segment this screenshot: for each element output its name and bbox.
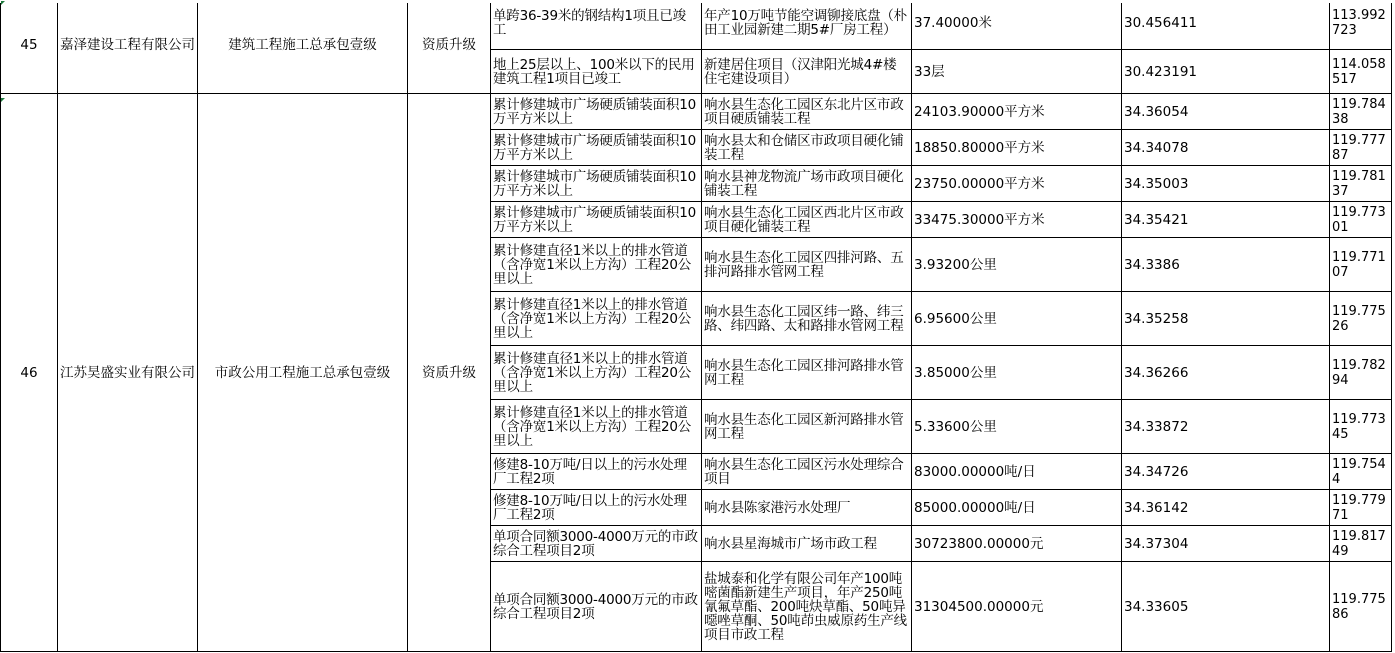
requirement-cell[interactable]: 累计修建城市广场硬质铺装面积10万平方米以上 [491, 202, 702, 238]
latitude-cell[interactable]: 34.33872 [1122, 400, 1330, 454]
longitude-cell[interactable]: 119.77586 [1330, 562, 1392, 652]
scale-cell[interactable]: 31304500.00000元 [912, 562, 1122, 652]
latitude-cell[interactable]: 34.3386 [1122, 238, 1330, 292]
longitude-cell[interactable]: 119.77526 [1330, 292, 1392, 346]
scale-cell[interactable]: 5.33600公里 [912, 400, 1122, 454]
project-cell[interactable]: 盐城泰和化学有限公司年产100吨 嘧菌酯新建生产项目，年产250吨氰氟草酯、200吨炔草酯、50吨异噁唑草酮、50吨茚虫威原药生产线项目市政工程 [702, 562, 912, 652]
latitude-cell[interactable]: 34.35258 [1122, 292, 1330, 346]
latitude-cell[interactable]: 34.33605 [1122, 562, 1330, 652]
longitude-cell[interactable]: 119.77301 [1330, 202, 1392, 238]
scale-cell[interactable]: 6.95600公里 [912, 292, 1122, 346]
longitude-cell[interactable]: 114.058517 [1330, 50, 1392, 94]
requirement-cell[interactable]: 累计修建直径1米以上的排水管道（含净宽1米以上方沟）工程20公里以上 [491, 346, 702, 400]
cell-marker [1, 98, 5, 102]
latitude-cell[interactable]: 34.37304 [1122, 526, 1330, 562]
requirement-cell[interactable]: 地上25层以上、100米以下的民用建筑工程1项目已竣工 [491, 50, 702, 94]
project-cell[interactable]: 响水县星海城市广场市政工程 [702, 526, 912, 562]
project-cell[interactable]: 响水县生态化工园区纬一路、纬三路、纬四路、太和路排水管网工程 [702, 292, 912, 346]
project-cell[interactable]: 响水县太和仓储区市政项目硬化铺装工程 [702, 130, 912, 166]
scale-cell[interactable]: 83000.00000吨/日 [912, 454, 1122, 490]
latitude-cell[interactable]: 34.34078 [1122, 130, 1330, 166]
latitude-cell[interactable]: 34.35421 [1122, 202, 1330, 238]
latitude-cell[interactable]: 34.36266 [1122, 346, 1330, 400]
company-name-cell[interactable]: 江苏昊盛实业有限公司 [58, 94, 198, 652]
longitude-cell[interactable]: 119.77345 [1330, 400, 1392, 454]
latitude-cell[interactable]: 30.423191 [1122, 50, 1330, 94]
latitude-cell[interactable]: 34.34726 [1122, 454, 1330, 490]
application-type-cell[interactable]: 资质升级 [408, 94, 491, 652]
longitude-cell[interactable]: 119.78294 [1330, 346, 1392, 400]
scale-cell[interactable]: 23750.00000平方米 [912, 166, 1122, 202]
requirement-cell[interactable]: 修建8-10万吨/日以上的污水处理厂工程2项 [491, 490, 702, 526]
project-cell[interactable]: 响水县生态化工园区排河路排水管网工程 [702, 346, 912, 400]
requirement-cell[interactable]: 累计修建直径1米以上的排水管道（含净宽1米以上方沟）工程20公里以上 [491, 400, 702, 454]
latitude-cell[interactable]: 34.36054 [1122, 94, 1330, 130]
longitude-cell[interactable]: 119.78438 [1330, 94, 1392, 130]
scale-cell[interactable]: 37.40000米 [912, 0, 1122, 50]
scale-cell[interactable]: 85000.00000吨/日 [912, 490, 1122, 526]
row-number-cell[interactable]: 46 [1, 94, 58, 652]
longitude-cell[interactable]: 119.78137 [1330, 166, 1392, 202]
qualification-cell[interactable]: 市政公用工程施工总承包壹级 [198, 94, 408, 652]
scale-cell[interactable]: 30723800.00000元 [912, 526, 1122, 562]
scale-cell[interactable]: 3.85000公里 [912, 346, 1122, 400]
project-cell[interactable]: 响水县生态化工园区新河路排水管网工程 [702, 400, 912, 454]
longitude-cell[interactable]: 119.7544 [1330, 454, 1392, 490]
scale-cell[interactable]: 18850.80000平方米 [912, 130, 1122, 166]
project-cell[interactable]: 新建居住项目（汉津阳光城4#楼住宅建设项目） [702, 50, 912, 94]
project-cell[interactable]: 响水县生态化工园区西北片区市政项目硬化铺装工程 [702, 202, 912, 238]
project-cell[interactable]: 响水县生态化工园区四排河路、五排河路排水管网工程 [702, 238, 912, 292]
longitude-cell[interactable]: 119.77107 [1330, 238, 1392, 292]
requirement-cell[interactable]: 单项合同额3000-4000万元的市政综合工程项目2项 [491, 562, 702, 652]
project-cell[interactable]: 响水县陈家港污水处理厂 [702, 490, 912, 526]
latitude-cell[interactable]: 30.456411 [1122, 0, 1330, 50]
application-type-cell[interactable]: 资质升级 [408, 0, 491, 94]
longitude-cell[interactable]: 113.992723 [1330, 0, 1392, 50]
scale-cell[interactable]: 33层 [912, 50, 1122, 94]
scale-cell[interactable]: 33475.30000平方米 [912, 202, 1122, 238]
requirement-cell[interactable]: 累计修建城市广场硬质铺装面积10万平方米以上 [491, 94, 702, 130]
requirement-cell[interactable]: 累计修建直径1米以上的排水管道（含净宽1米以上方沟）工程20公里以上 [491, 292, 702, 346]
cell-marker [1, 1, 5, 5]
project-cell[interactable]: 响水县生态化工园区东北片区市政项目硬质铺装工程 [702, 94, 912, 130]
requirement-cell[interactable]: 修建8-10万吨/日以上的污水处理厂工程2项 [491, 454, 702, 490]
longitude-cell[interactable]: 119.77787 [1330, 130, 1392, 166]
requirement-cell[interactable]: 单跨36-39米的钢结构1项且已竣工 [491, 0, 702, 50]
cropped-top-edge [0, 0, 1395, 3]
requirement-cell[interactable]: 累计修建直径1米以上的排水管道（含净宽1米以上方沟）工程20公里以上 [491, 238, 702, 292]
scale-cell[interactable]: 24103.90000平方米 [912, 94, 1122, 130]
project-cell[interactable]: 年产10万吨节能空调铆接底盘（朴田工业园新建二期5#厂房工程） [702, 0, 912, 50]
qualification-cell[interactable]: 建筑工程施工总承包壹级 [198, 0, 408, 94]
longitude-cell[interactable]: 119.77971 [1330, 490, 1392, 526]
requirement-cell[interactable]: 累计修建城市广场硬质铺装面积10万平方米以上 [491, 130, 702, 166]
latitude-cell[interactable]: 34.36142 [1122, 490, 1330, 526]
longitude-cell[interactable]: 119.81749 [1330, 526, 1392, 562]
latitude-cell[interactable]: 34.35003 [1122, 166, 1330, 202]
table-row [1, 94, 1392, 130]
table-row [1, 0, 1392, 50]
requirement-cell[interactable]: 累计修建城市广场硬质铺装面积10万平方米以上 [491, 166, 702, 202]
project-cell[interactable]: 响水县生态化工园区污水处理综合项目 [702, 454, 912, 490]
row-number-cell[interactable]: 45 [1, 0, 58, 94]
project-cell[interactable]: 响水县神龙物流广场市政项目硬化铺装工程 [702, 166, 912, 202]
company-name-cell[interactable]: 嘉泽建设工程有限公司 [58, 0, 198, 94]
scale-cell[interactable]: 3.93200公里 [912, 238, 1122, 292]
requirement-cell[interactable]: 单项合同额3000-4000万元的市政综合工程项目2项 [491, 526, 702, 562]
